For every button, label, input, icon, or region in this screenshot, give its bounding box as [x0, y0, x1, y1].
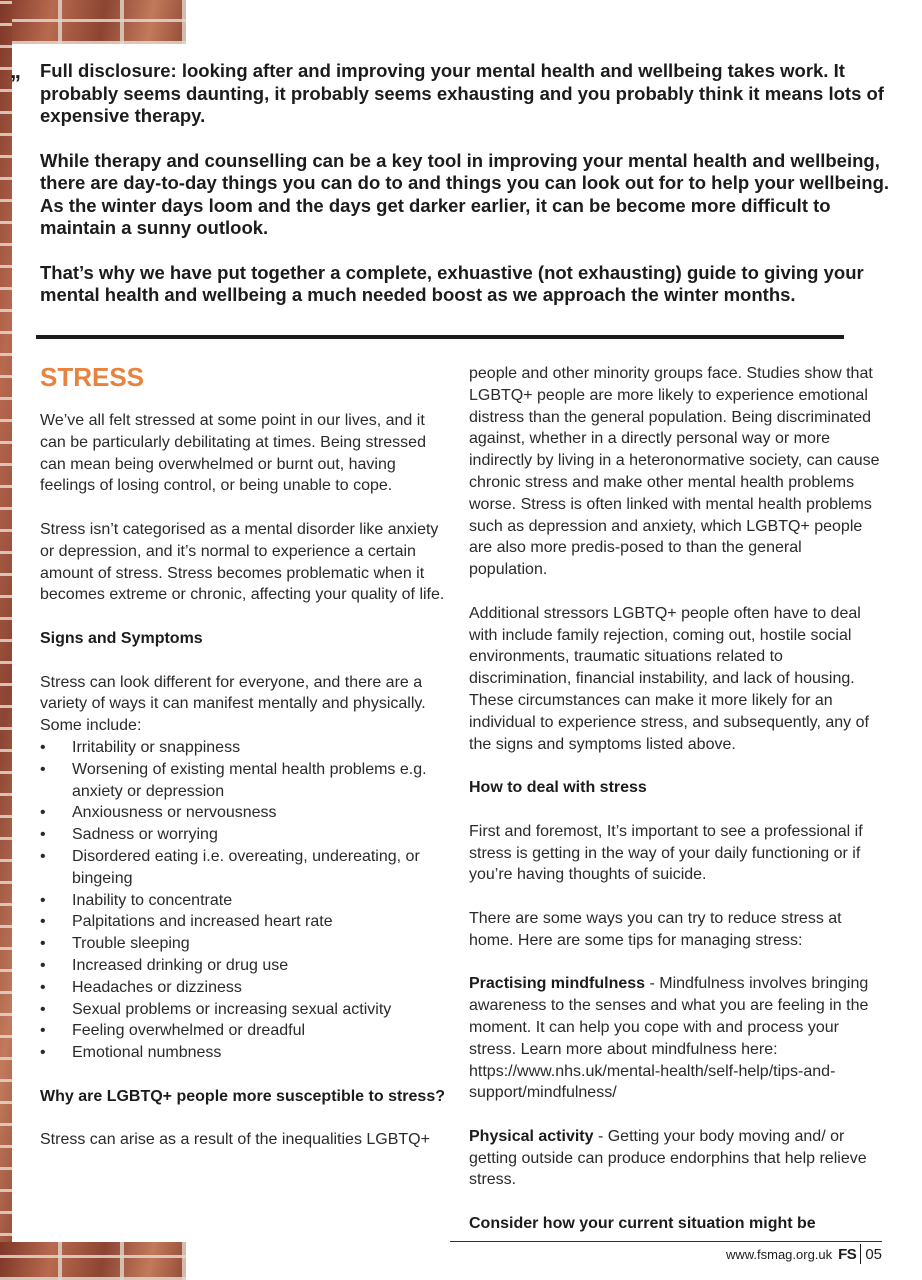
intro-block — [40, 60, 890, 329]
list-item: • Inability to concentrate — [40, 890, 450, 912]
brick-wall-left — [0, 0, 12, 1280]
deal-paragraph-1: First and foremost, It’s important to see a professional if stress is getting in the way of your daily functioning or if you’re having thoughts of suicide. — [469, 822, 863, 884]
signs-heading: Signs and Symptoms — [40, 629, 203, 647]
section-title: STRESS — [40, 362, 145, 392]
why-paragraph-continued: people and other minority groups face. Studies show that LGBTQ+ people are more likely to experience emotional distress than the general population. Being discriminated against, whether in a directly personal way or more indirectly by living in a heteronormative society, can cause chronic stress and make other mental health problems worse. Stress is often linked with mental health problems such as depression and anxiety, which LGBTQ+ people are also more predis-posed to than the general population. — [469, 365, 880, 579]
tip-physical-label: Physical activity — [469, 1127, 594, 1145]
footer — [726, 1244, 882, 1264]
tip-mindfulness-text: - Mindfulness involves bringing awareness to the senses and what you are feeling in the moment. It can help you cope with and process your stress. Learn more about mindfulness here: https://www.nhs.uk/mental-health/self-help/tips-and-support/mindfulness/ — [469, 975, 869, 1102]
deal-paragraph-2: There are some ways you can try to reduce stress at home. Here are some tips for managing stress: — [469, 909, 842, 949]
list-item: • Palpitations and increased heart rate — [40, 911, 450, 933]
list-item: • Anxiousness or nervousness — [40, 802, 450, 824]
stress-paragraph-1: We’ve all felt stressed at some point in our lives, and it can be particularly debilitating at times. Being stressed can mean being overwhelmed or burnt out, having feelings of losing control, or being unable to cope. — [40, 412, 426, 495]
list-item: • Irritability or snappiness — [40, 737, 450, 759]
list-item: • Emotional numbness — [40, 1042, 450, 1064]
list-item: • Worsening of existing mental health problems e.g. anxiety or depression — [40, 759, 450, 803]
tip-physical-text: - Getting your body moving and/ or getting outside can produce endorphins that help relieve stress. — [469, 1127, 867, 1189]
intro-paragraph-3: That’s why we have put together a complete, exhuastive (not exhausting) guide to giving your mental health and wellbeing a much needed boost as we approach the winter months. — [40, 261, 864, 305]
footer-separator — [860, 1244, 861, 1264]
intro-paragraph-2: While therapy and counselling can be a key tool in improving your mental health and wellbeing, there are day-to-day things you can do to and things you can look out for to help your wellbeing. As the winter days loom and the days get darker earlier, it can be become more difficult to maintain a sunny outlook. — [40, 149, 890, 238]
fs-logo: FS — [838, 1245, 857, 1263]
why-paragraph-start: Stress can arise as a result of the inequalities LGBTQ+ — [40, 1131, 430, 1149]
list-item: • Feeling overwhelmed or dreadful — [40, 1020, 450, 1042]
additional-stressors-paragraph: Additional stressors LGBTQ+ people often have to deal with include family rejection, coming out, hostile social environments, traumatic situations related to discrimination, financial instability, and lack of housing. These circumstances can make it more likely for an individual to experience stress, and subsequently, any of the signs and symptoms listed above. — [469, 604, 869, 753]
list-item: • Disordered eating i.e. overeating, undereating, or bingeing — [40, 846, 450, 890]
right-column — [469, 363, 884, 1257]
tip-physical-activity — [469, 1126, 884, 1191]
list-item: • Sadness or worrying — [40, 824, 450, 846]
quote-mark-icon: „ — [10, 58, 21, 83]
consider-heading: Consider how your current situation might be — [469, 1215, 816, 1233]
section-divider — [36, 335, 844, 339]
symptoms-list — [40, 737, 450, 1064]
intro-paragraph-1: Full disclosure: looking after and improving your mental health and wellbeing takes work. It probably seems daunting, it probably seems exhausting and you probably think it means lots of expensive therapy. — [40, 60, 884, 126]
why-heading: Why are LGBTQ+ people more susceptible to stress? — [40, 1087, 445, 1105]
list-item: • Headaches or dizziness — [40, 977, 450, 999]
tip-mindfulness — [469, 973, 884, 1104]
left-column — [40, 362, 450, 1173]
page-number: 05 — [865, 1245, 882, 1263]
list-item: • Trouble sleeping — [40, 933, 450, 955]
tip-mindfulness-label: Practising mindfulness — [469, 975, 646, 993]
brick-wall-top — [0, 0, 186, 44]
footer-rule — [450, 1241, 882, 1242]
brick-wall-bottom — [0, 1242, 186, 1280]
deal-heading: How to deal with stress — [469, 779, 647, 797]
list-item: • Sexual problems or increasing sexual activity — [40, 999, 450, 1021]
signs-intro: Stress can look different for everyone, and there are a variety of ways it can manifest mentally and physically. Some include: — [40, 673, 426, 735]
stress-paragraph-2: Stress isn’t categorised as a mental disorder like anxiety or depression, and it’s normal to experience a certain amount of stress. Stress becomes problematic when it becomes extreme or chronic, affecting your quality of life. — [40, 520, 445, 604]
list-item: • Increased drinking or drug use — [40, 955, 450, 977]
footer-url[interactable]: www.fsmag.org.uk — [725, 1246, 833, 1262]
